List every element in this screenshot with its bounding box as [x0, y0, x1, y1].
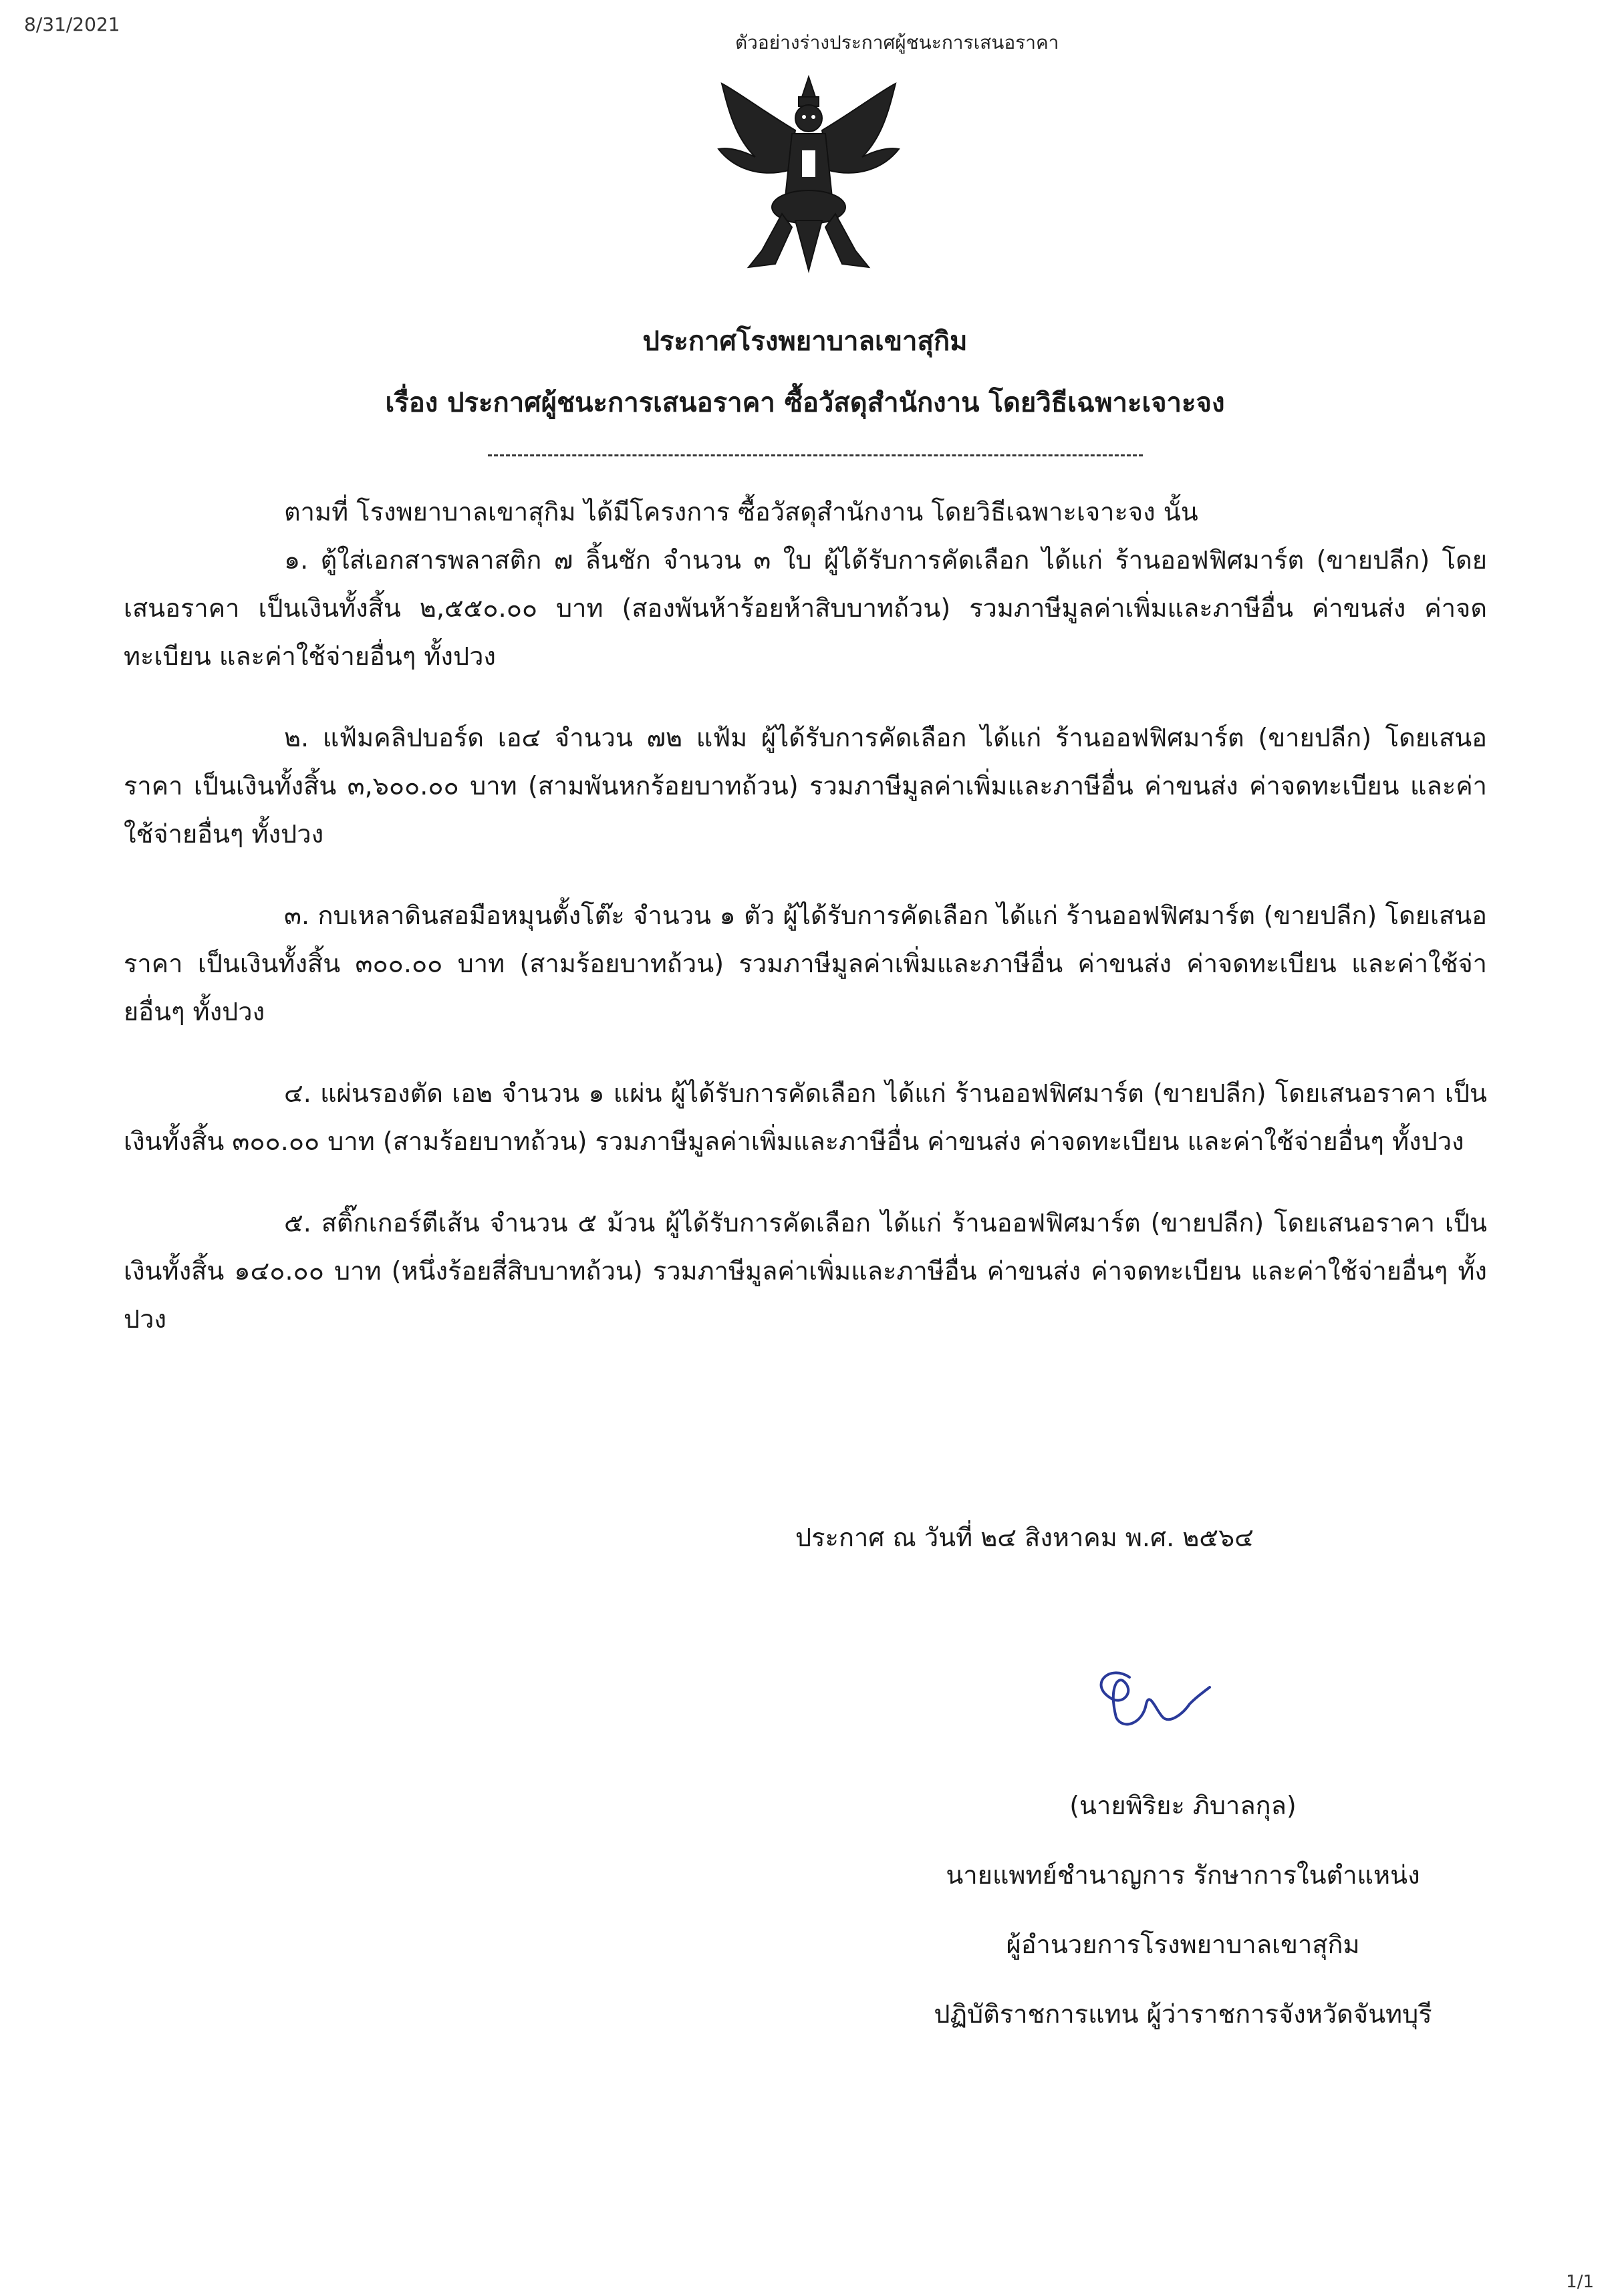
garuda-emblem-icon — [708, 70, 909, 284]
announcement-title: ประกาศโรงพยาบาลเขาสุกิม — [642, 326, 968, 357]
item-5: ๕. สติ๊กเกอร์ตีเส้น จำนวน ๕ ม้วน ผู้ได้รับการคัดเลือก ได้แก่ ร้านออฟฟิศมาร์ต (ขายปลีก) โดยเสนอราคา เป็นเงินทั้งสิ้น ๑๔๐.๐๐ บาท (หนึ่งร้อยสี่สิบบาทถ้วน) รวมภาษีมูลค่าเพิ่มและภาษีอื่น ค่าขนส่ง ค่าจดทะเบียน และค่าใช้จ่ายอื่นๆ ทั้งปวง — [124, 1208, 1487, 1334]
header-caption: ตัวอย่างร่างประกาศผู้ชนะการเสนอราคา — [735, 31, 1059, 53]
dashed-divider — [488, 454, 1143, 456]
item-2: ๒. แฟ้มคลิปบอร์ด เอ๔ จำนวน ๗๒ แฟ้ม ผู้ได้รับการคัดเลือก ได้แก่ ร้านออฟฟิศมาร์ต (ขายปลีก) โดยเสนอราคา เป็นเงินทั้งสิ้น ๓,๖๐๐.๐๐ บาท (สามพันหกร้อยบาทถ้วน) รวมภาษีมูลค่าเพิ่มและภาษีอื่น ค่าขนส่ง ค่าจดทะเบียน และค่าใช้จ่ายอื่นๆ ทั้งปวง — [124, 723, 1487, 849]
item-3: ๓. กบเหลาดินสอมือหมุนตั้งโต๊ะ จำนวน ๑ ตัว ผู้ได้รับการคัดเลือก ได้แก่ ร้านออฟฟิศมาร์ต (ขายปลีก) โดยเสนอราคา เป็นเงินทั้งสิ้น ๓๐๐.๐๐ บาท (สามร้อยบาทถ้วน) รวมภาษีมูลค่าเพิ่มและภาษีอื่น ค่าขนส่ง ค่าจดทะเบียน และค่าใช้จ่ายอื่นๆ ทั้งปวง — [124, 901, 1487, 1026]
signatory-block — [829, 1771, 1537, 2049]
signatory-position-3: ปฏิบัติราชการแทน ผู้ว่าราชการจังหวัดจันทบุรี — [934, 1999, 1432, 2029]
signature-icon — [1083, 1651, 1216, 1744]
announcement-body — [124, 488, 1487, 1343]
announcement-subject: เรื่อง ประกาศผู้ชนะการเสนอราคา ซื้อวัสดุสำนักงาน โดยวิธีเฉพาะเจาะจง — [385, 388, 1225, 418]
item-1: ๑. ตู้ใส่เอกสารพลาสติก ๗ ลิ้นชัก จำนวน ๓ ใบ ผู้ได้รับการคัดเลือก ได้แก่ ร้านออฟฟิศมาร์ต (ขายปลีก) โดยเสนอราคา เป็นเงินทั้งสิ้น ๒,๕๕๐.๐๐ บาท (สองพันห้าร้อยห้าสิบบาทถ้วน) รวมภาษีมูลค่าเพิ่มและภาษีอื่น ค่าขนส่ง ค่าจดทะเบียน และค่าใช้จ่ายอื่นๆ ทั้งปวง — [124, 545, 1487, 671]
item-4: ๔. แผ่นรองตัด เอ๒ จำนวน ๑ แผ่น ผู้ได้รับการคัดเลือก ได้แก่ ร้านออฟฟิศมาร์ต (ขายปลีก) โดยเสนอราคา เป็นเงินทั้งสิ้น ๓๐๐.๐๐ บาท (สามร้อยบาทถ้วน) รวมภาษีมูลค่าเพิ่มและภาษีอื่น ค่าขนส่ง ค่าจดทะเบียน และค่าใช้จ่ายอื่นๆ ทั้งปวง — [124, 1079, 1487, 1156]
signatory-position-1: นายแพทย์ชำนาญการ รักษาการในตำแหน่ง — [946, 1860, 1420, 1890]
signatory-position-2: ผู้อำนวยการโรงพยาบาลเขาสุกิม — [1006, 1930, 1360, 1959]
page-number: 1/1 — [1566, 2272, 1594, 2292]
intro-paragraph: ตามที่ โรงพยาบาลเขาสุกิม ได้มีโครงการ ซื้อวัสดุสำนักงาน โดยวิธีเฉพาะเจาะจง นั้น — [284, 497, 1198, 527]
signatory-name: (นายพิริยะ ภิบาลกุล) — [1069, 1791, 1297, 1820]
print-date: 8/31/2021 — [24, 13, 120, 35]
announce-date: ประกาศ ณ วันที่ ๒๔ สิงหาคม พ.ศ. ๒๕๖๔ — [795, 1523, 1254, 1552]
